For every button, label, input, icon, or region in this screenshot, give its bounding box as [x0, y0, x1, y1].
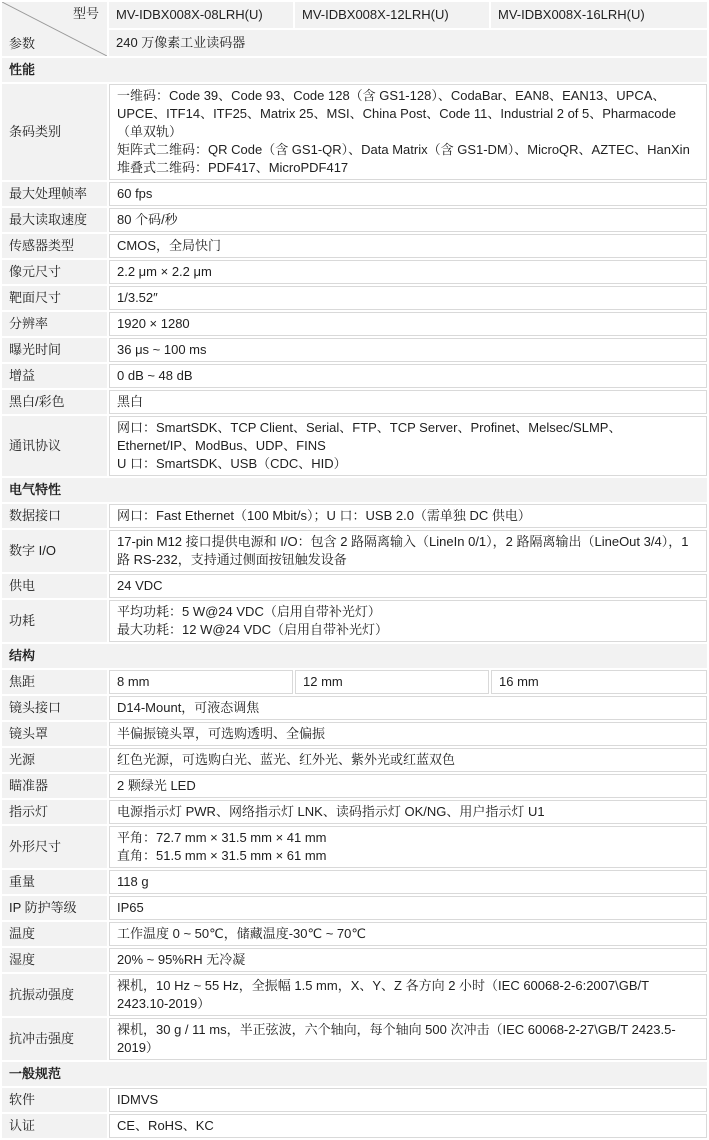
model-name-1: MV-IDBX008X-08LRH(U) [109, 2, 293, 28]
section-title: 一般规范 [2, 1062, 707, 1086]
row-label: 抗振动强度 [2, 974, 107, 1016]
row-value [109, 826, 707, 868]
spec-row [2, 84, 707, 180]
row-value [109, 208, 707, 232]
model-header-row [2, 2, 707, 28]
row-value [109, 722, 707, 746]
row-value-line: 红色光源，可选购白光、蓝光、红外光、紫外光或红蓝双色 [117, 752, 456, 767]
spec-row [2, 530, 707, 572]
spec-row [2, 1114, 707, 1138]
spec-row [2, 870, 707, 894]
row-value [109, 774, 707, 798]
row-label: 光源 [2, 748, 107, 772]
row-value-line: D14-Mount，可液态调焦 [117, 700, 260, 715]
row-label: IP 防护等级 [2, 896, 107, 920]
row-value [109, 1114, 707, 1138]
row-value-cell: 8 mm [109, 670, 293, 694]
row-value [109, 748, 707, 772]
section-title: 结构 [2, 644, 707, 668]
row-value [109, 696, 707, 720]
row-value-line: CE、RoHS、KC [117, 1118, 214, 1133]
row-value-line: 工作温度 0 ~ 50℃，储藏温度-30℃ ~ 70℃ [117, 926, 366, 941]
row-value [109, 600, 707, 642]
product-line-row [2, 30, 707, 56]
spec-row [2, 896, 707, 920]
row-value-line: 1920 × 1280 [117, 316, 190, 331]
row-value-line: 0 dB ~ 48 dB [117, 368, 193, 383]
row-value-line: 17-pin M12 接口提供电源和 I/O：包含 2 路隔离输入（LineIn 0/1），2 路隔离输出（LineOut 3/4），1 路 RS-232，支持通过侧面按钮触发设备 [117, 534, 689, 567]
spec-row [2, 286, 707, 310]
model-name-2: MV-IDBX008X-12LRH(U) [295, 2, 489, 28]
row-value-line: 80 个码/秒 [117, 212, 178, 227]
spec-row [2, 364, 707, 388]
row-value-line: 1/3.52″ [117, 290, 158, 305]
spec-row [2, 182, 707, 206]
spec-row [2, 416, 707, 476]
row-value [109, 1088, 707, 1112]
row-value [109, 416, 707, 476]
spec-row [2, 722, 707, 746]
row-value-line: 裸机，10 Hz ~ 55 Hz，全振幅 1.5 mm，X、Y、Z 各方向 2 小时（IEC 60068-2-6:2007\GB/T 2423.10-2019） [117, 978, 649, 1011]
row-label: 曝光时间 [2, 338, 107, 362]
spec-row [2, 208, 707, 232]
spec-row [2, 974, 707, 1016]
row-label: 温度 [2, 922, 107, 946]
row-value-line: U 口：SmartSDK、USB（CDC、HID） [117, 456, 347, 471]
spec-row [2, 1088, 707, 1112]
row-label: 湿度 [2, 948, 107, 972]
row-label: 传感器类型 [2, 234, 107, 258]
row-label: 焦距 [2, 670, 107, 694]
section-header-row [2, 478, 707, 502]
row-value-line: IP65 [117, 900, 144, 915]
section-title: 电气特性 [2, 478, 707, 502]
row-value-line: 堆叠式二维码：PDF417、MicroPDF417 [117, 160, 349, 175]
row-value-cell: 12 mm [295, 670, 489, 694]
row-value-line: 电源指示灯 PWR、网络指示灯 LNK、读码指示灯 OK/NG、用户指示灯 U1 [117, 804, 545, 819]
corner-cell [2, 2, 107, 56]
row-value-line: 60 fps [117, 186, 153, 201]
product-line: 240 万像素工业读码器 [109, 30, 707, 56]
row-label: 数据接口 [2, 504, 107, 528]
row-value [109, 922, 707, 946]
spec-row [2, 696, 707, 720]
spec-table-body [2, 58, 707, 1138]
spec-row [2, 670, 707, 694]
row-value-line: 20% ~ 95%RH 无冷凝 [117, 952, 246, 967]
row-label: 重量 [2, 870, 107, 894]
row-value [109, 870, 707, 894]
row-value [109, 286, 707, 310]
row-label: 镜头罩 [2, 722, 107, 746]
spec-row [2, 574, 707, 598]
row-value [109, 312, 707, 336]
row-value-line: IDMVS [117, 1092, 159, 1107]
row-value-line: 直角：51.5 mm × 31.5 mm × 61 mm [117, 848, 327, 863]
row-value-line: 2.2 μm × 2.2 μm [117, 264, 212, 279]
row-label: 最大处理帧率 [2, 182, 107, 206]
row-label: 认证 [2, 1114, 107, 1138]
row-value-line: 平均功耗：5 W@24 VDC（启用自带补光灯） [117, 604, 381, 619]
row-value [109, 234, 707, 258]
row-label: 数字 I/O [2, 530, 107, 572]
row-value [109, 530, 707, 572]
row-value-cell: 16 mm [491, 670, 707, 694]
spec-row [2, 390, 707, 414]
row-label: 靶面尺寸 [2, 286, 107, 310]
spec-row [2, 922, 707, 946]
row-label: 外形尺寸 [2, 826, 107, 868]
row-label: 像元尺寸 [2, 260, 107, 284]
spec-row [2, 312, 707, 336]
section-header-row [2, 644, 707, 668]
row-label: 瞄准器 [2, 774, 107, 798]
row-value-line: 网口：SmartSDK、TCP Client、Serial、FTP、TCP Server、Profinet、Melsec/SLMP、Ethernet/IP、ModBus、UDP、FINS [117, 420, 622, 453]
row-value [109, 974, 707, 1016]
section-header-row [2, 58, 707, 82]
row-value [109, 574, 707, 598]
spec-row [2, 338, 707, 362]
row-label: 条码类别 [2, 84, 107, 180]
section-title: 性能 [2, 58, 707, 82]
row-value-line: 最大功耗：12 W@24 VDC（启用自带补光灯） [117, 622, 389, 637]
row-value [109, 338, 707, 362]
row-label: 供电 [2, 574, 107, 598]
spec-row [2, 1018, 707, 1060]
row-value-line: 118 g [117, 874, 149, 889]
row-value-line: 网口：Fast Ethernet（100 Mbit/s）；U 口：USB 2.0（需单独 DC 供电） [117, 508, 531, 523]
row-value [109, 84, 707, 180]
row-label: 增益 [2, 364, 107, 388]
row-label: 镜头接口 [2, 696, 107, 720]
row-value-line: 半偏振镜头罩，可选购透明、全偏振 [117, 726, 326, 741]
row-value-line: 一维码：Code 39、Code 93、Code 128（含 GS1-128）、CodaBar、EAN8、EAN13、UPCA、UPCE、ITF14、ITF25、Matrix 25、MSI、China Post、Code 11、Industrial 2 of 5、Pharmacode（单双轨） [117, 88, 676, 139]
spec-row [2, 826, 707, 868]
spec-row [2, 260, 707, 284]
corner-label-model: 型号 [72, 6, 99, 21]
spec-row [2, 748, 707, 772]
row-label: 最大读取速度 [2, 208, 107, 232]
row-value [109, 800, 707, 824]
row-value-line: 36 μs ~ 100 ms [117, 342, 207, 357]
row-label: 抗冲击强度 [2, 1018, 107, 1060]
row-value-line: 黑白 [117, 394, 144, 409]
section-header-row [2, 1062, 707, 1086]
row-value-line: 矩阵式二维码：QR Code（含 GS1-QR）、Data Matrix（含 GS1-DM）、MicroQR、AZTEC、HanXin [117, 142, 690, 157]
spec-row [2, 600, 707, 642]
spec-row [2, 774, 707, 798]
row-label: 分辨率 [2, 312, 107, 336]
row-value-line: 平角：72.7 mm × 31.5 mm × 41 mm [117, 830, 327, 845]
model-name-3: MV-IDBX008X-16LRH(U) [491, 2, 707, 28]
row-value [109, 182, 707, 206]
row-value [109, 260, 707, 284]
spec-row [2, 800, 707, 824]
row-label: 软件 [2, 1088, 107, 1112]
row-value-line: 2 颗绿光 LED [117, 778, 196, 793]
row-value-line: 裸机，30 g / 11 ms，半正弦波，六个轴向，每个轴向 500 次冲击（IEC 60068-2-27\GB/T 2423.5-2019） [117, 1022, 676, 1055]
spec-row [2, 948, 707, 972]
spec-row [2, 504, 707, 528]
row-value-line: 24 VDC [117, 578, 163, 593]
row-label: 黑白/彩色 [2, 390, 107, 414]
spec-row [2, 234, 707, 258]
row-value [109, 948, 707, 972]
row-label: 功耗 [2, 600, 107, 642]
row-value [109, 390, 707, 414]
row-value [109, 504, 707, 528]
row-value [109, 364, 707, 388]
row-label: 指示灯 [2, 800, 107, 824]
row-value [109, 896, 707, 920]
corner-label-parameter: 参数 [9, 36, 36, 51]
row-value [109, 1018, 707, 1060]
row-value-line: CMOS，全局快门 [117, 238, 222, 253]
row-label: 通讯协议 [2, 416, 107, 476]
